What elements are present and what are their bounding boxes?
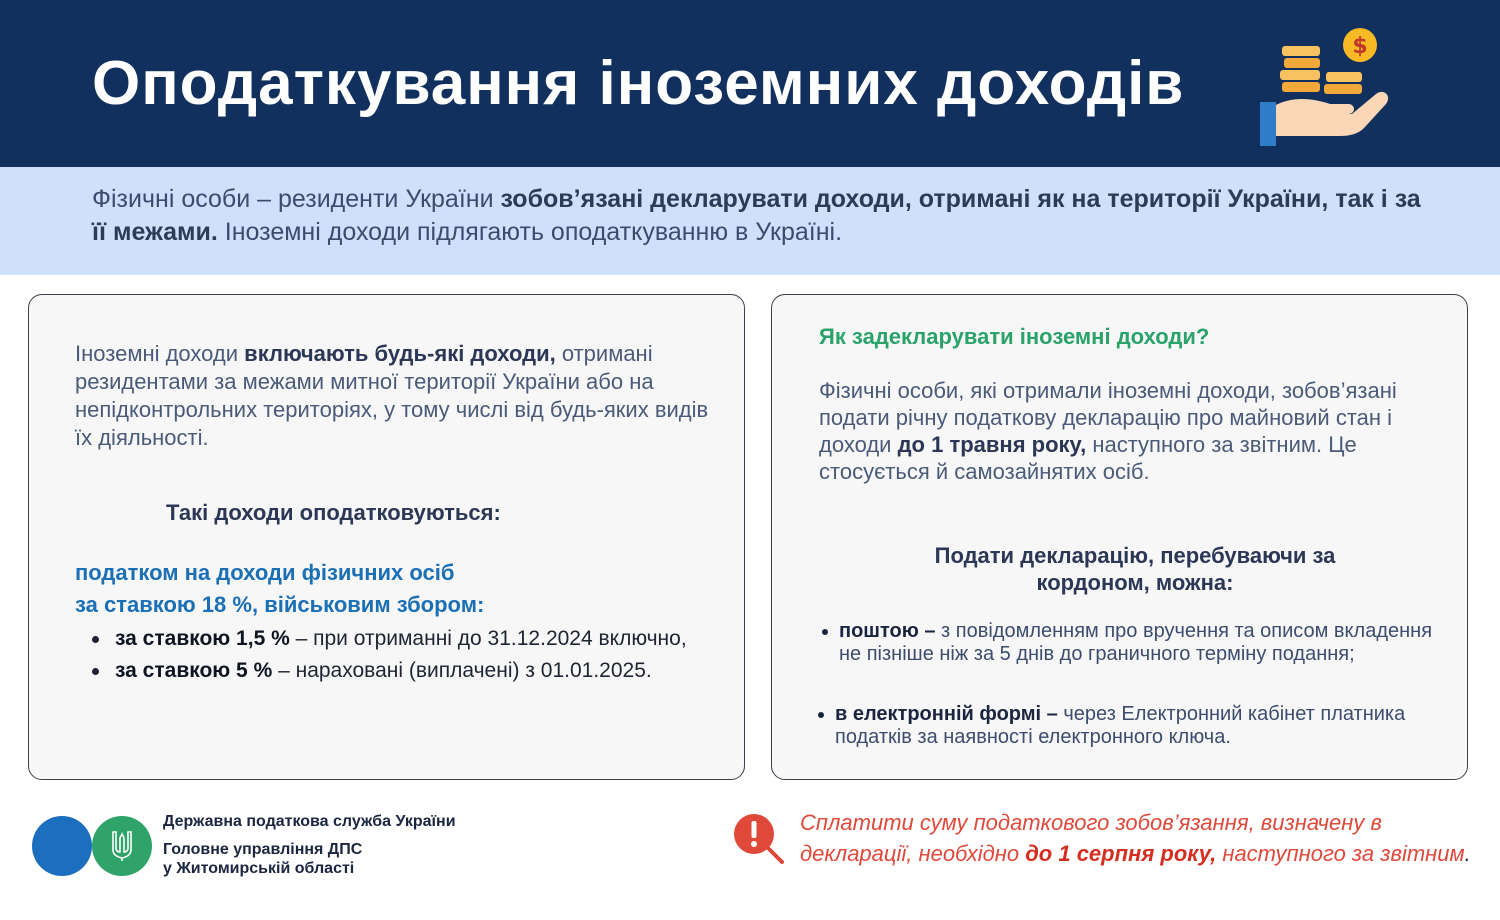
declaration-heading: Як задекларувати іноземні доходи?: [819, 324, 1210, 349]
declaration-text: Фізичні особи, які отримали іноземні доходи, зобов’язані подати річну податкову декларацію про майновий стан і доходи до 1 травня року, наступного за звітним. Це стосується й самозайнятих осіб.: [819, 378, 1397, 484]
foreign-income-definition: Іноземні доходи включають будь-які доходи, отримані резидентами за межами митної території України або на непідконтрольних територіях, у тому числі від будь-яких видів їх діяльності.: [75, 341, 709, 450]
page-title: Оподаткування іноземних доходів: [92, 49, 1185, 118]
list-item: за ставкою 1,5 % – при отриманні до 31.12.2024 включно,: [92, 623, 712, 655]
list-item: в електронній формі – через Електронний кабінет платника податків за наявності електронного ключа.: [835, 703, 1445, 749]
pit-rate-line: податком на доходи фізичних осіб: [75, 560, 455, 585]
bullet-dot: [818, 712, 824, 718]
dps-logo-circle: [32, 816, 92, 876]
bullet-dot: [822, 629, 828, 635]
list-item: поштою – з повідомленням про вручення та описом вкладення не пізніше ніж за 5 днів до граничного терміну подання;: [839, 620, 1439, 666]
intro-text: Фізичні особи – резиденти України зобов’язані декларувати доходи, отримані як на території України, так і за її межами. Іноземні доходи підлягають оподаткуванню в Україні.: [92, 185, 1421, 246]
svg-text:$: $: [1352, 34, 1368, 59]
military-levy-list: [92, 623, 712, 687]
payment-deadline-note: Сплатити суму податкового зобов’язання, визначену в декларації, необхідно до 1 серпня року, наступного за звітним.: [800, 810, 1471, 866]
abroad-submission-subheading: Подати декларацію, перебуваючи за кордоном, можна:: [934, 543, 1336, 595]
exclamation-search-icon: [732, 812, 786, 866]
org-department: Головне управління ДПС у Житомирській області: [163, 841, 363, 877]
hand-with-coins-icon: [1252, 22, 1392, 152]
trident-icon: [110, 830, 134, 862]
list-item: за ставкою 5 % – нараховані (виплачені) з 01.01.2025.: [92, 655, 712, 687]
pit-rate-line-2: за ставкою 18 %, військовим збором:: [75, 592, 485, 617]
org-name: Державна податкова служба України: [163, 813, 456, 830]
taxation-subheading: Такі доходи оподатковуються:: [166, 500, 501, 525]
